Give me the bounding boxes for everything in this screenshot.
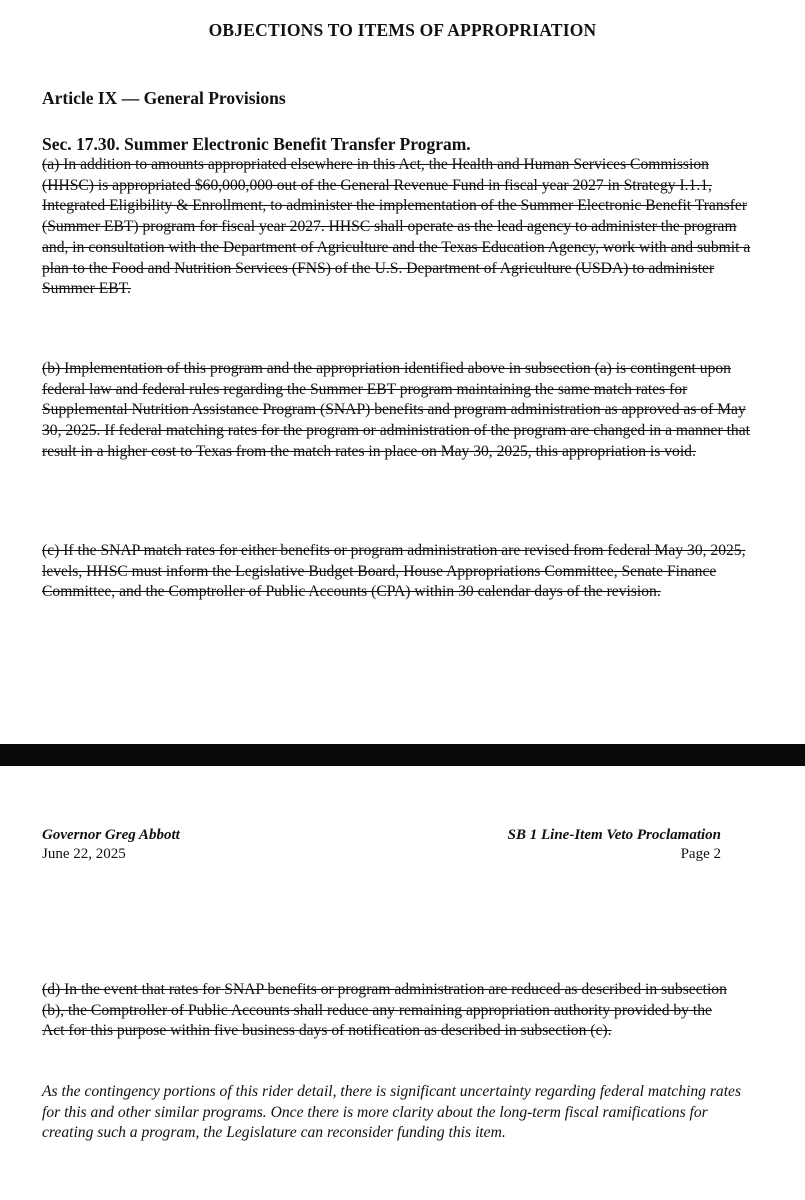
page-divider [0,744,805,766]
proclamation-title: SB 1 Line-Item Veto Proclamation [507,827,721,843]
struck-paragraph-b: (b) Implementation of this program and the appropriation identified above in subsection (a) is contingent upon federal law and federal rules regarding the Summer EBT program maintaining the same match rates for Supplemental Nutrition Assistance Program (SNAP) benefits and program administration as approved as of May 30, 2025. If federal matching rates for the program or administration of the program are changed in a manner that result in a higher cost to Texas from the match rates in place on May 30, 2025, this appropriation is void. [42,360,750,460]
page-header-left [42,826,180,864]
veto-commentary: As the contingency portions of this rider detail, there is significant uncertainty regarding federal matching rates for this and other similar programs. Once there is more clarity about the long-term fiscal ramifications for creating such a program, the Legislature can reconsider funding this item. [42,1083,742,1141]
section-heading: Sec. 17.30. Summer Electronic Benefit Transfer Program. [42,134,471,154]
struck-paragraph-d: (d) In the event that rates for SNAP benefits or program administration are reduced as described in subsection (b), the Comptroller of Public Accounts shall reduce any remaining appropriation authority provided by the Act for this purpose within five business days of notification as described in subsection (c). [42,981,727,1040]
page-header-right [508,826,721,864]
struck-paragraph-a: (a) In addition to amounts appropriated elsewhere in this Act, the Health and Human Services Commission (HHSC) is appropriated $60,000,000 out of the General Revenue Fund in fiscal year 2027 in Strategy I.1.1, Integrated Eligibility & Enrollment, to administer the implementation of the Summer Electronic Benefit Transfer (Summer EBT) program for fiscal year 2027. HHSC shall operate as the lead agency to administer the program and, in consultation with the Department of Agriculture and the Texas Education Agency, work with and submit a plan to the Food and Nutrition Services (FNS) of the U.S. Department of Agriculture (USDA) to administer Summer EBT. [42,156,751,298]
governor-name: Governor Greg Abbott [42,827,180,843]
article-heading: Article IX — General Provisions [42,88,286,108]
struck-paragraph-c: (c) If the SNAP match rates for either benefits or program administration are revised from federal May 30, 2025, levels, HHSC must inform the Legislative Budget Board, House Appropriations Committee, Senate Finance Committee, and the Comptroller of Public Accounts (CPA) within 30 calendar days of the revision. [42,542,746,601]
page-2-excerpt [0,766,805,1200]
document-title: OBJECTIONS TO ITEMS OF APPROPRIATION [208,20,597,40]
page-number: Page 2 [680,846,721,862]
proclamation-date: June 22, 2025 [42,846,126,862]
